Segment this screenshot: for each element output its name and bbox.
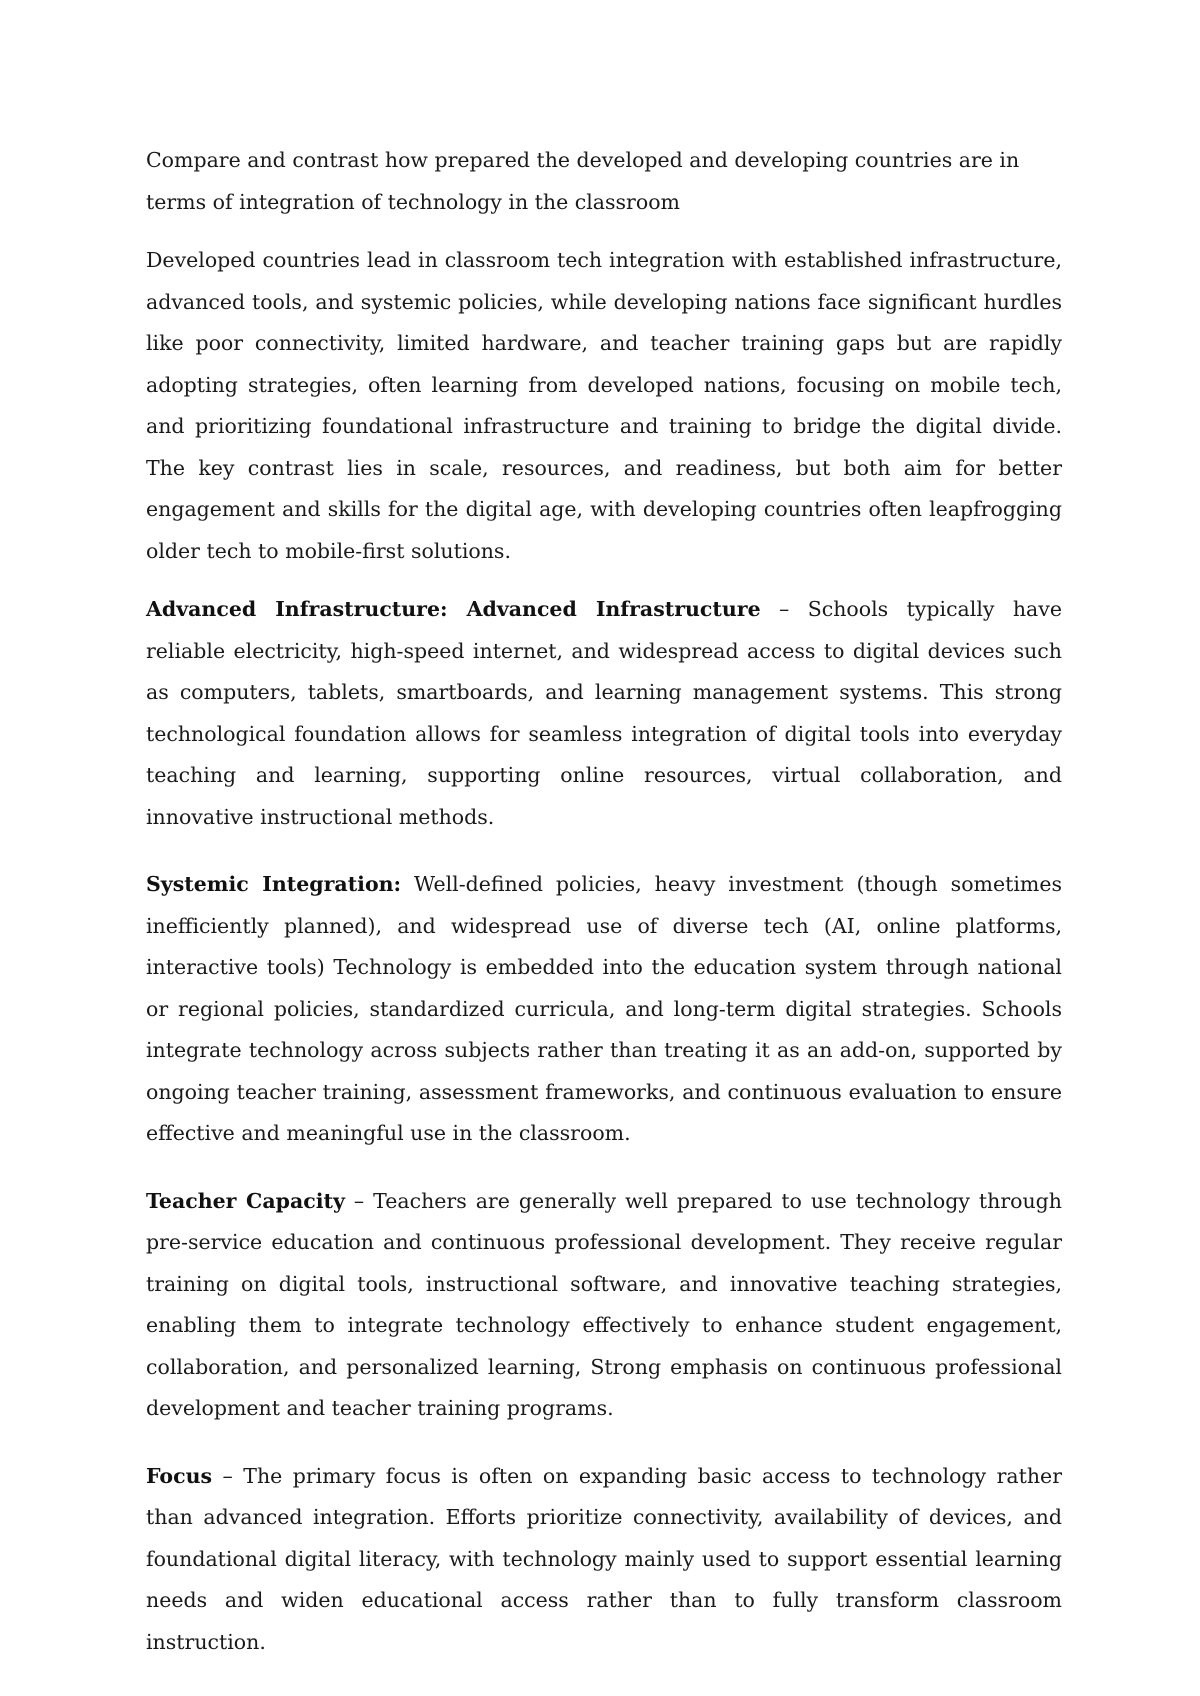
question-paragraph: Compare and contrast how prepared the developed and developing countries are in terms of integration of technology in the classroom xyxy=(146,148,1020,214)
section-separator: – xyxy=(344,1188,374,1213)
section-term: Focus xyxy=(146,1463,213,1488)
section-advanced-infrastructure xyxy=(146,589,1062,838)
section-term: Teacher Capacity xyxy=(146,1188,345,1213)
document-body xyxy=(146,140,1062,1689)
section-term: Advanced Infrastructure: Advanced Infrastructure xyxy=(146,597,761,621)
section-separator: – xyxy=(760,597,808,621)
section-term: Systemic Integration: xyxy=(146,872,402,896)
section-systemic-integration xyxy=(146,864,1062,1155)
section-body: Teachers are generally well prepared to use technology through pre-service education and continuous professional development. They receive regular training on digital tools, instructional software, and innovative teaching strategies, enabling them to integrate technology effectively to enhance student engagement, collaboration, and personalized learning, Strong emphasis on continuous professional development and teacher training programs. xyxy=(146,1188,1063,1420)
section-focus xyxy=(146,1456,1062,1664)
section-body: Well-defined policies, heavy investment (though sometimes inefficiently planned), and widespread use of diverse tech (AI, online platforms, interactive tools) Technology is embedded into the education system through national or regional policies, standardized curricula, and long-term digital strategies. Schools integrate technology across subjects rather than treating it as an add-on, supported by ongoing teacher training, assessment frameworks, and continuous evaluation to ensure effective and meaningful use in the classroom. xyxy=(146,872,1062,1145)
section-separator xyxy=(401,872,414,896)
intro-paragraph: Developed countries lead in classroom tech integration with established infrastructure, advanced tools, and systemic policies, while developing nations face significant hurdles like poor connectivity, limited hardware, and teacher training gaps but are rapidly adopting strategies, often learning from developed nations, focusing on mobile tech, and prioritizing foundational infrastructure and training to bridge the digital divide. The key contrast lies in scale, resources, and readiness, but both aim for better engagement and skills for the digital age, with developing countries often leapfrogging older tech to mobile-first solutions. xyxy=(146,248,1062,563)
section-body: Schools typically have reliable electricity, high-speed internet, and widespread access to digital devices such as computers, tablets, smartboards, and learning management systems. This strong technological foundation allows for seamless integration of digital tools into everyday teaching and learning, supporting online resources, virtual collaboration, and innovative instructional methods. xyxy=(146,597,1062,829)
section-separator: – xyxy=(212,1463,244,1488)
section-body: The primary focus is often on expanding basic access to technology rather than advanced integration. Efforts prioritize connectivity, availability of devices, and foundational digital literacy, with technology mainly used to support essential learning needs and widen educational access rather than to fully transform classroom instruction. xyxy=(146,1463,1062,1654)
section-teacher-capacity xyxy=(146,1181,1062,1430)
